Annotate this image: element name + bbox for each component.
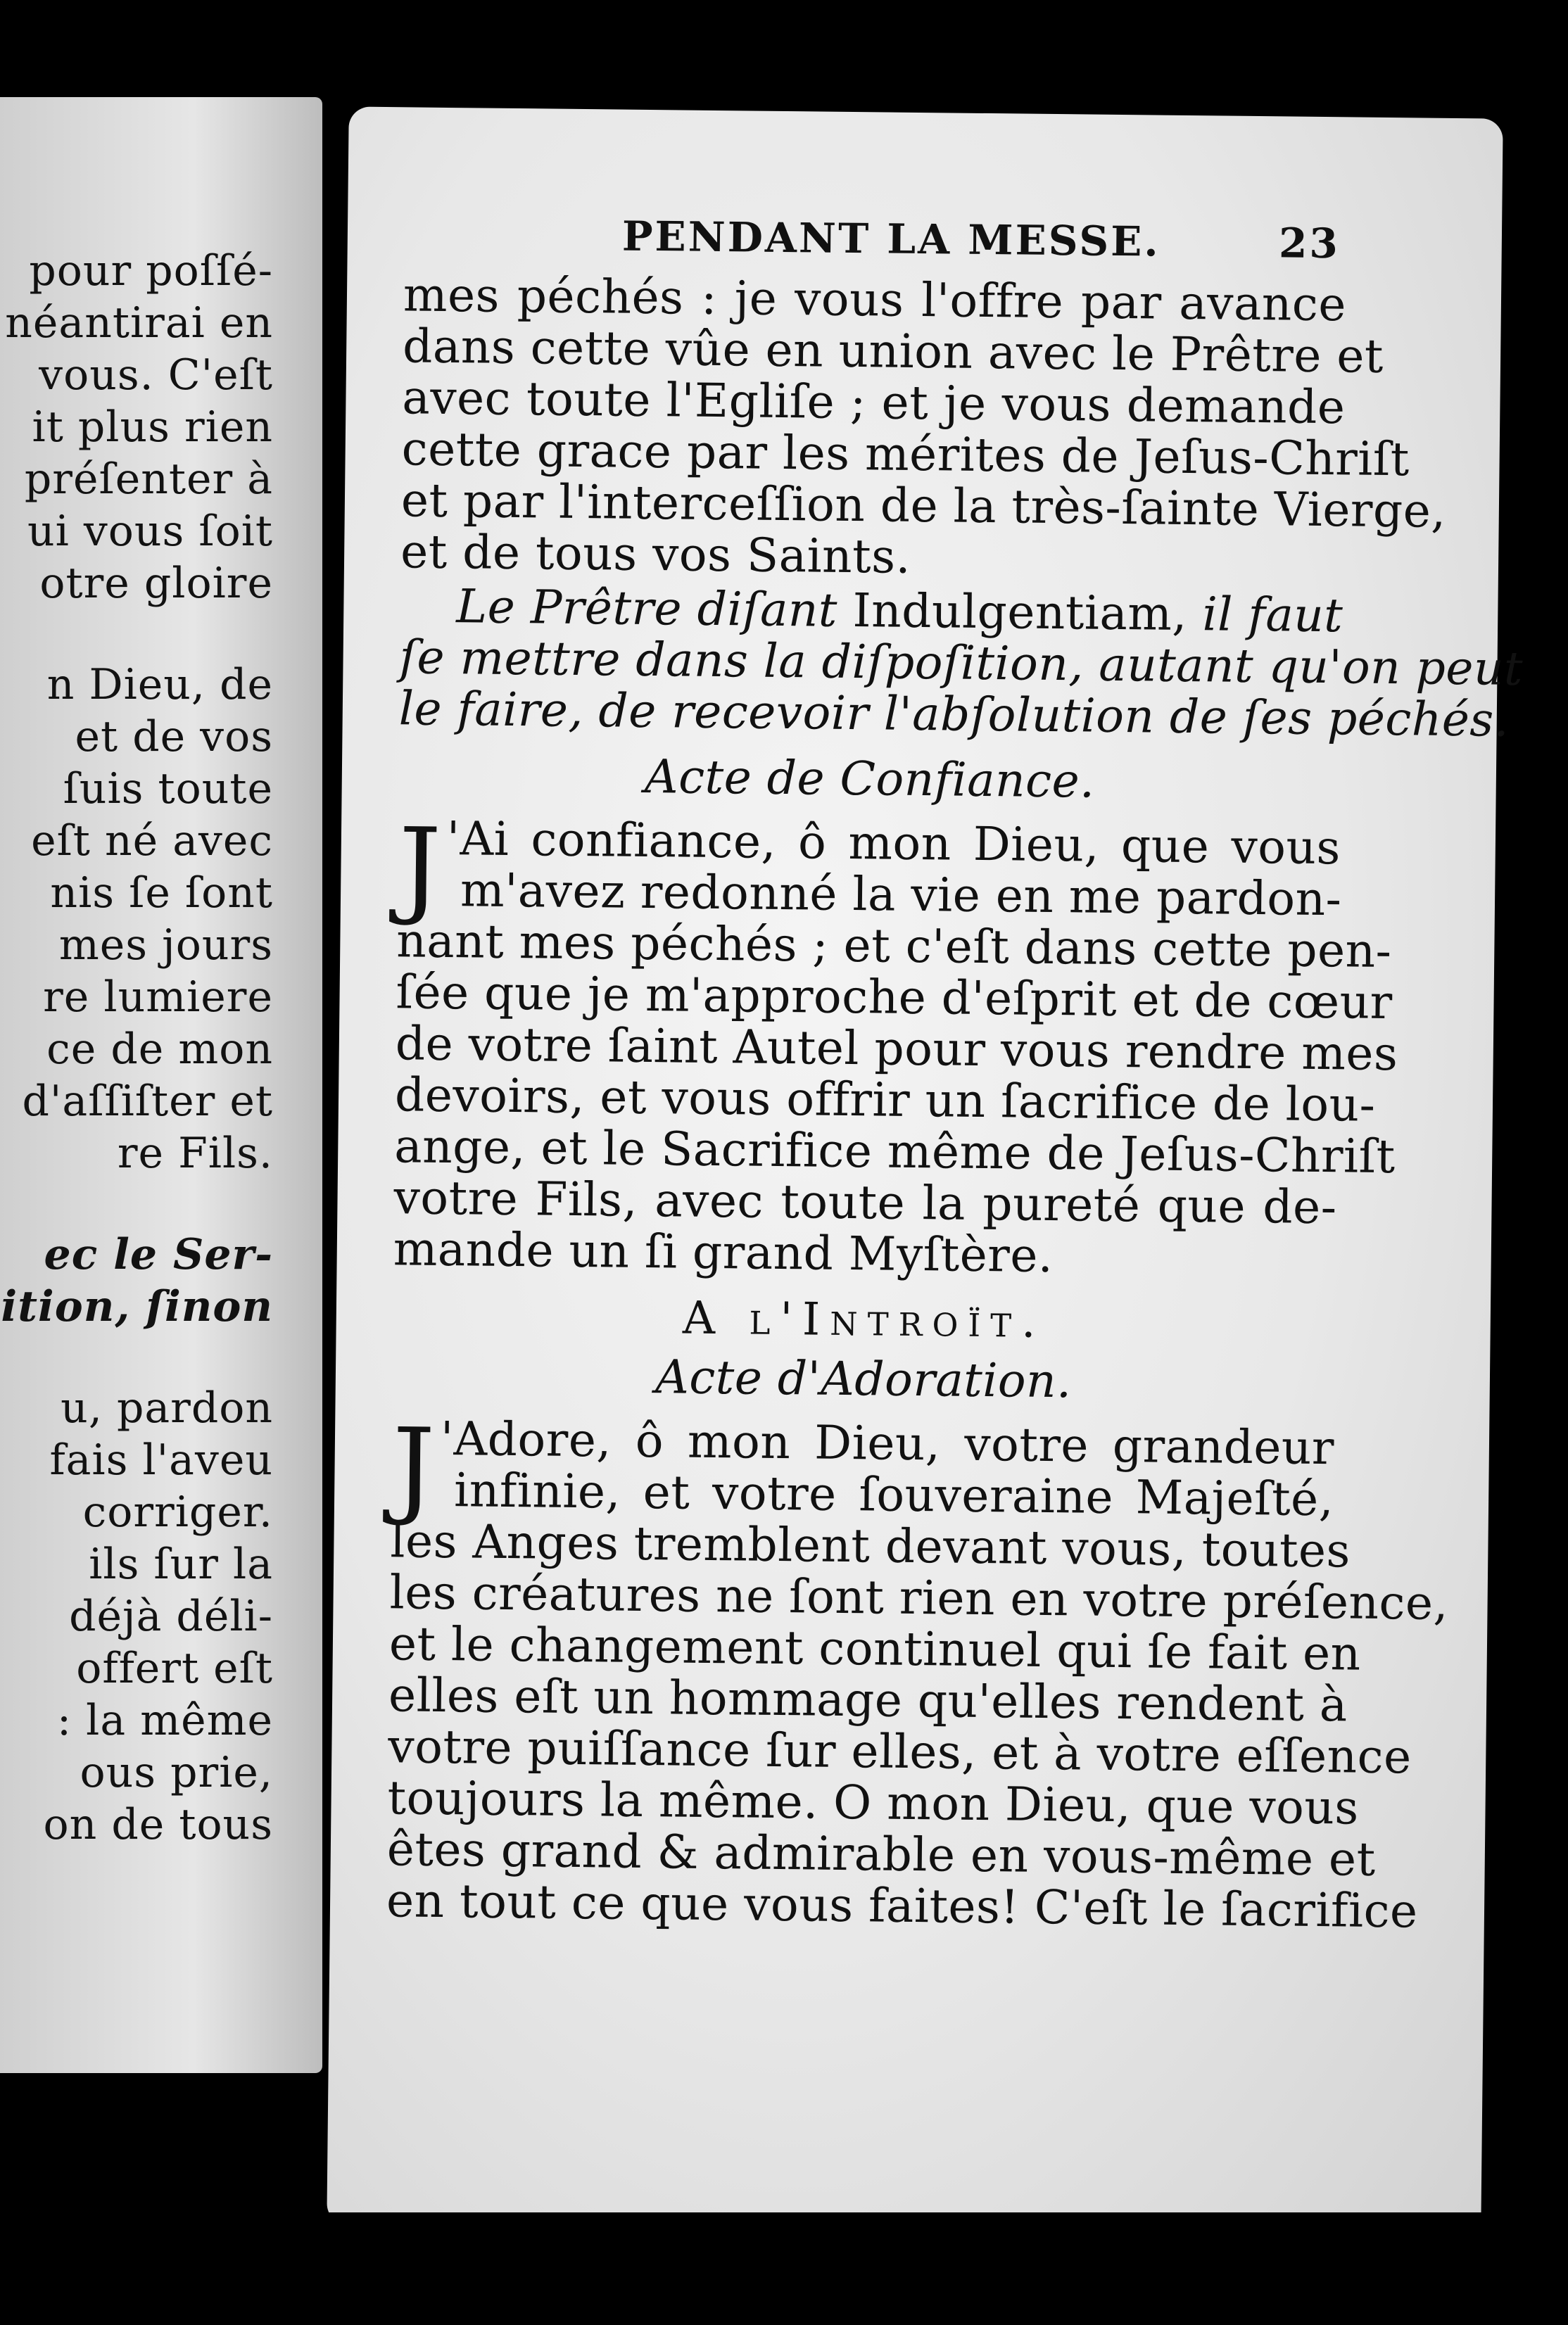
text-line: dans cette vûe en union avec le Prêtre et bbox=[402, 319, 1384, 384]
text-line: m'avez redonné la vie en me pardon- bbox=[460, 863, 1342, 927]
facing-page-line: corriger. bbox=[82, 1488, 273, 1537]
rubric-line: le faire, de recevoir l'abſolution de ſes péchés. bbox=[398, 681, 1510, 747]
facing-page-line: it plus rien bbox=[32, 403, 273, 452]
facing-page-line: u, pardon bbox=[61, 1383, 273, 1433]
facing-page-left bbox=[0, 97, 322, 2073]
text-line: mes péchés : je vous l'offre par avance bbox=[403, 267, 1347, 332]
facing-page-line: ui vous ſoit bbox=[27, 507, 273, 556]
text-line: cette grace par les mérites de Jeſus-Chriſt bbox=[401, 422, 1410, 487]
drop-cap: J bbox=[398, 806, 443, 929]
facing-page-line: n Dieu, de bbox=[46, 660, 273, 709]
facing-page-line: ce de mon bbox=[46, 1025, 273, 1074]
rubric-latin: Indulgentiam, bbox=[852, 583, 1188, 642]
facing-page-line: vous. C'eſt bbox=[39, 350, 273, 400]
facing-page-line: nis ſe ſont bbox=[50, 868, 273, 918]
facing-page-line: : la même bbox=[56, 1696, 273, 1745]
text-line: avec toute l'Egliſe ; et je vous demande bbox=[402, 370, 1346, 435]
text-line: votre Fils, avec toute la pureté que de- bbox=[393, 1170, 1337, 1235]
facing-page-line: otre gloire bbox=[39, 559, 273, 608]
facing-page-line: ſuis toute bbox=[63, 764, 273, 813]
paragraph-adoration bbox=[386, 1406, 1449, 1939]
text-line: toujours la même. O mon Dieu, que vous bbox=[387, 1770, 1360, 1835]
facing-page-line: pour poſſé- bbox=[29, 246, 273, 296]
text-line: devoirs, et vous offrir un ſacrifice de lou- bbox=[394, 1068, 1376, 1132]
text-line: ſée que je m'approche d'eſprit et de cœur bbox=[396, 965, 1393, 1030]
paragraph-confiance bbox=[393, 806, 1398, 1284]
text-line: de votre ſaint Autel pour vous rendre mes bbox=[395, 1016, 1398, 1082]
text-line: 'Adore, ô mon Dieu, votre grandeur bbox=[440, 1411, 1335, 1476]
text-line: et de tous vos Saints. bbox=[400, 524, 911, 584]
facing-page-line: d'aſſiſter et bbox=[22, 1077, 273, 1126]
facing-page-line: offert eſt bbox=[76, 1644, 273, 1693]
page-text bbox=[386, 267, 1524, 1939]
facing-page-line: néantirai en bbox=[5, 298, 273, 348]
rubric-lead: Le Prêtre diſant bbox=[455, 579, 854, 638]
facing-page-line: ec le Ser- bbox=[44, 1230, 273, 1279]
page-number: 23 bbox=[1278, 219, 1341, 268]
facing-page-line: fais l'aveu bbox=[49, 1436, 273, 1485]
facing-page-line: mes jours bbox=[58, 920, 273, 970]
running-title: PENDANT LA MESSE. bbox=[621, 212, 1161, 266]
running-header bbox=[621, 208, 1340, 272]
section-title-introit: A l'Introït. bbox=[682, 1292, 1046, 1348]
text-line: 'Ai confiance, ô mon Dieu, que vous bbox=[446, 811, 1341, 875]
heading-acte-confiance: Acte de Confiance. bbox=[644, 749, 1096, 809]
facing-page-line: et de vos bbox=[75, 712, 273, 761]
text-line: les Anges tremblent devant vous, toutes bbox=[390, 1514, 1351, 1578]
text-line: les créatures ne ſont rien en votre préſence, bbox=[389, 1565, 1449, 1630]
paragraph-continuation bbox=[400, 267, 1447, 587]
facing-page-line: ition, ſinon bbox=[1, 1282, 273, 1331]
text-line: nant mes péchés ; et c'eſt dans cette pen- bbox=[396, 913, 1392, 979]
facing-page-line: ous prie, bbox=[80, 1748, 273, 1797]
facing-page-line: re Fils. bbox=[117, 1129, 273, 1178]
text-line: ange, et le Sacrifice même de Jeſus-Chriſt bbox=[393, 1119, 1396, 1184]
facing-page-line: eſt né avec bbox=[31, 816, 273, 866]
facing-page-line: préſenter à bbox=[24, 455, 273, 504]
drop-cap: J bbox=[391, 1406, 436, 1529]
rubric-rest: il faut bbox=[1187, 587, 1343, 643]
facing-page-line: déjà déli- bbox=[69, 1592, 273, 1641]
rubric-line: ſe mettre dans la diſpoſition, autant qu'on peut bbox=[399, 630, 1524, 697]
text-line: et le changement continuel qui ſe fait en bbox=[388, 1616, 1362, 1681]
text-line: elles eſt un hommage qu'elles rendent à bbox=[388, 1668, 1348, 1732]
book-page-right bbox=[327, 106, 1524, 2236]
text-line: en tout ce que vous faites! C'eſt le ſacrifice bbox=[386, 1873, 1418, 1939]
text-line: infinie, et votre ſouveraine Majeſté, bbox=[453, 1463, 1334, 1527]
text-line: et par l'interceſſion de la très-ſainte Vierge, bbox=[400, 473, 1447, 538]
text-line: votre puiſſance ſur elles, et à votre eſſence bbox=[388, 1719, 1412, 1785]
rubric-instruction bbox=[398, 579, 1524, 747]
facing-page-line: re lumiere bbox=[43, 973, 273, 1022]
facing-page-line: on de tous bbox=[43, 1800, 273, 1849]
heading-acte-adoration: Acte d'Adoration. bbox=[655, 1350, 1073, 1409]
text-line: êtes grand & admirable en vous-même et bbox=[386, 1822, 1376, 1887]
facing-page-line: ils ſur la bbox=[89, 1540, 273, 1589]
text-line: mande un ſi grand Myſtère. bbox=[393, 1222, 1054, 1284]
scan-bottom-edge bbox=[0, 2212, 1568, 2325]
